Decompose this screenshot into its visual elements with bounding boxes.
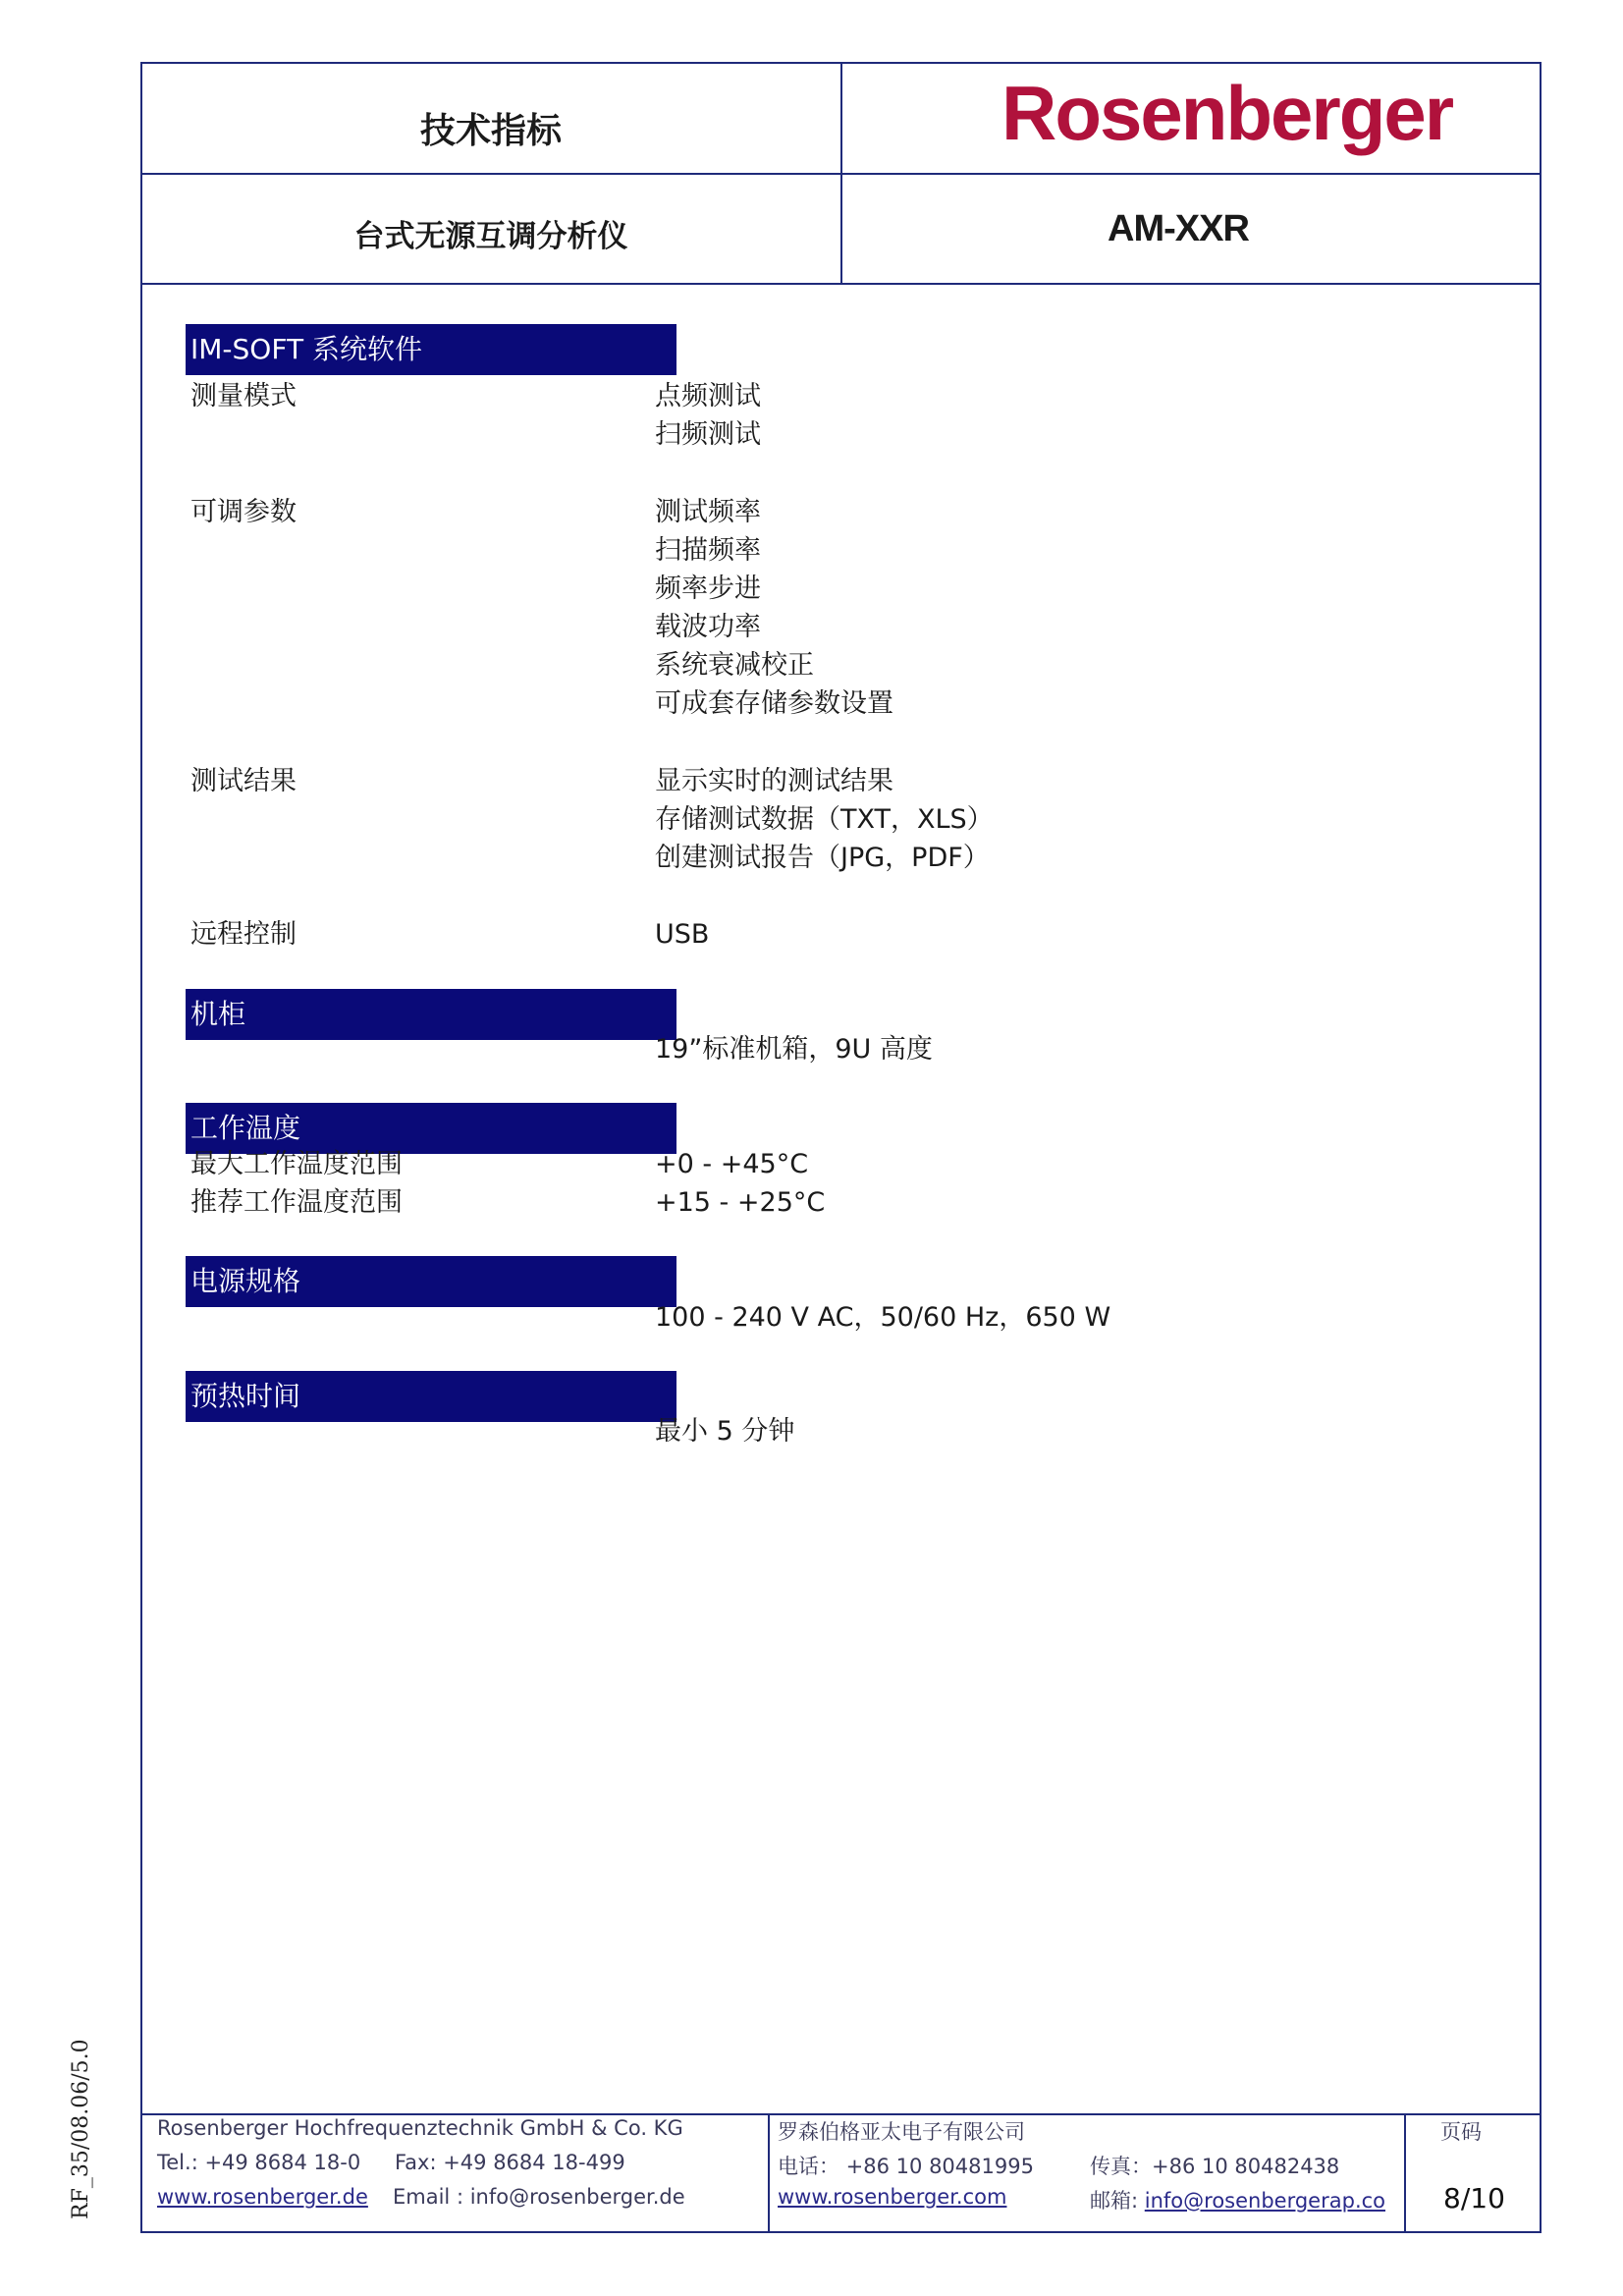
section-heading-temperature: 工作温度 [186,1103,676,1154]
page-number: 8/10 [1443,2182,1505,2214]
footer-divider [140,2113,1542,2115]
rosenberger-logo: Rosenberger [1001,70,1453,156]
footer-email-cn [1090,2185,1385,2214]
measure-value: 扫频测试 [655,419,761,450]
page-number-label: 页码 [1440,2120,1482,2144]
param-value: 系统衰减校正 [655,650,814,681]
footer-web-de [157,2185,368,2209]
document-code: RF_35/08.06/5.0 [69,2039,93,2219]
web-link-de[interactable]: www.rosenberger.de [157,2185,368,2209]
section-heading-cabinet: 机柜 [186,989,676,1040]
max-temp-label: 最大工作温度范围 [190,1149,403,1179]
param-value: 可成套存储参数设置 [655,688,893,719]
footer-company-cn: 罗森伯格亚太电子有限公司 [778,2120,1025,2144]
param-value: 测试频率 [655,497,761,527]
footer-web-cn [778,2185,1006,2209]
adjustable-params-values [655,493,893,723]
cabinet-value: 19”标准机箱，9U 高度 [655,1034,933,1065]
email-label-cn: 邮箱: [1090,2189,1145,2213]
footer-divider-2 [1404,2113,1406,2233]
test-result-values [655,762,994,877]
section-heading-warmup: 预热时间 [186,1371,676,1422]
footer-fax-cn: 传真：+86 10 80482438 [1090,2155,1340,2178]
param-value: 扫描频率 [655,535,761,566]
remote-control-label: 远程控制 [190,919,297,950]
footer-divider-1 [768,2113,770,2233]
result-value: 创建测试报告（JPG，PDF） [655,843,990,873]
result-value: 显示实时的测试结果 [655,766,893,796]
model-number: AM-XXR [1108,208,1249,249]
measure-mode-label: 测量模式 [190,381,297,411]
rec-temp-value: +15 - +25°C [655,1187,826,1218]
footer-tel-de: Tel.: +49 8684 18-0 [157,2151,361,2174]
web-link-cn[interactable]: www.rosenberger.com [778,2185,1007,2209]
result-value: 存储测试数据（TXT，XLS） [655,804,994,835]
footer-tel-cn: 电话： +86 10 80481995 [778,2155,1034,2178]
footer-fax-de: Fax: +49 8684 18-499 [395,2151,625,2174]
max-temp-value: +0 - +45°C [655,1149,809,1179]
footer-email-de: Email : info@rosenberger.de [393,2185,685,2209]
test-result-label: 测试结果 [190,766,297,796]
section-heading-software: IM-SOFT 系统软件 [186,324,676,375]
measure-mode-values [655,377,761,454]
footer-company-de: Rosenberger Hochfrequenztechnik GmbH & Co. KG [157,2116,683,2140]
product-name: 台式无源互调分析仪 [353,219,628,254]
email-link-cn[interactable]: info@rosenbergerap.co [1144,2189,1386,2213]
section-heading-power: 电源规格 [186,1256,676,1307]
rec-temp-label: 推荐工作温度范围 [190,1187,403,1218]
measure-value: 点频测试 [655,381,761,411]
param-value: 载波功率 [655,612,761,642]
warmup-value: 最小 5 分钟 [655,1416,795,1447]
header-center-divider [840,62,842,285]
param-value: 频率步进 [655,574,761,604]
remote-control-value: USB [655,919,710,950]
power-value: 100 - 240 V AC，50/60 Hz，650 W [655,1302,1111,1333]
adjustable-params-label: 可调参数 [190,497,297,527]
page-title: 技术指标 [419,111,562,151]
